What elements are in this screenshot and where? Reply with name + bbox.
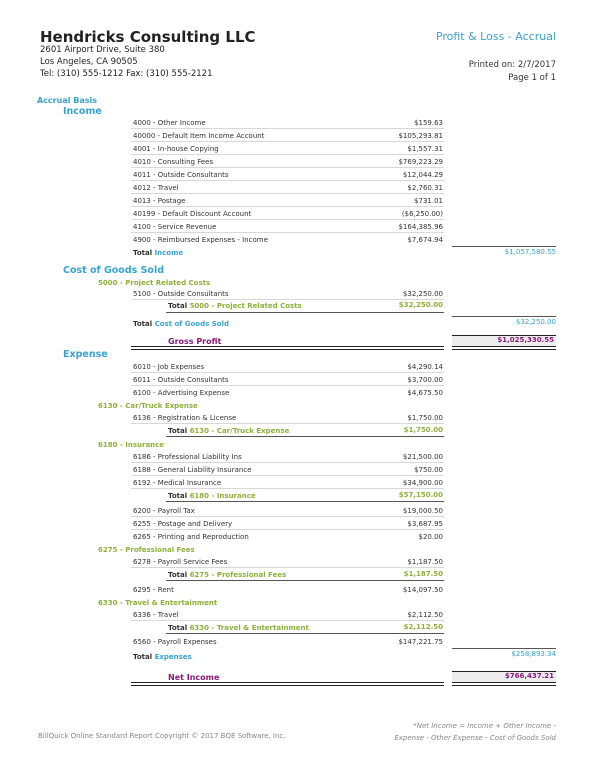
row-divider bbox=[131, 372, 444, 373]
total-name: 6180 - Insurance bbox=[189, 492, 256, 500]
income-row-amount: $7,674.94 bbox=[407, 236, 443, 244]
expense-row-amount: $1,750.00 bbox=[407, 414, 443, 422]
row-divider bbox=[131, 516, 444, 517]
total-top-rule bbox=[452, 316, 556, 317]
income-row-label: 4010 - Consulting Fees bbox=[133, 158, 214, 166]
total-prefix: Total bbox=[168, 302, 188, 310]
income-row-amount: $769,223.29 bbox=[398, 158, 443, 166]
net-income-note: *Net Income = Income + Other Income - bbox=[413, 722, 556, 730]
group-total-label bbox=[168, 427, 289, 435]
expense-total-amount: $258,893.34 bbox=[511, 650, 556, 658]
expense-row-amount: $147,221.75 bbox=[398, 638, 443, 646]
expense-group-heading: 6130 - Car/Truck Expense bbox=[98, 402, 198, 410]
total-prefix: Total bbox=[133, 320, 153, 328]
expense-total-label bbox=[133, 653, 192, 661]
total-name: Cost of Goods Sold bbox=[154, 320, 229, 328]
total-prefix: Total bbox=[133, 249, 153, 257]
expense-row-label: 6255 - Postage and Delivery bbox=[133, 520, 233, 528]
total-prefix: Total bbox=[133, 653, 153, 661]
expense-row-label: 6188 - General Liability Insurance bbox=[133, 466, 252, 474]
expense-row-label: 6200 - Payroll Tax bbox=[133, 507, 195, 515]
income-row-amount: $2,760.31 bbox=[407, 184, 443, 192]
total-name: Income bbox=[154, 249, 184, 257]
company-address-line1: 2601 Airport Drive, Suite 380 bbox=[40, 45, 165, 55]
printed-date: Printed on: 2/7/2017 bbox=[468, 60, 556, 70]
expense-row-amount: $21,500.00 bbox=[402, 453, 443, 461]
row-divider bbox=[131, 167, 444, 168]
net-income-label bbox=[168, 673, 219, 682]
gross-profit-amount bbox=[497, 336, 554, 344]
income-row-label: 4012 - Travel bbox=[133, 184, 179, 192]
total-name: 6275 - Professional Fees bbox=[189, 571, 287, 579]
cogs-heading: Cost of Goods Sold bbox=[63, 265, 165, 276]
cogs-total-amount: $32,250.00 bbox=[515, 318, 556, 326]
expense-row-label: 6011 - Outside Consultants bbox=[133, 376, 229, 384]
total-name: 6130 - Car/Truck Expense bbox=[189, 427, 290, 435]
double-rule bbox=[452, 346, 556, 350]
group-total-amount: $2,112.50 bbox=[403, 623, 443, 631]
row-divider bbox=[131, 529, 444, 530]
expense-row-label: 6560 - Payroll Expenses bbox=[133, 638, 217, 646]
expense-row-label: 6186 - Professional Liability Ins bbox=[133, 453, 242, 461]
gross-profit-label bbox=[168, 337, 221, 346]
income-row-label: 4013 - Postage bbox=[133, 197, 186, 205]
double-rule bbox=[452, 682, 556, 686]
total-name: Expenses bbox=[154, 653, 192, 661]
expense-row-amount: $4,290.14 bbox=[407, 363, 443, 371]
income-row-amount: $105,293.81 bbox=[398, 132, 443, 140]
gross-profit-value: $1,025,330.55 bbox=[497, 336, 554, 344]
net-income-text: Net Income bbox=[168, 673, 220, 682]
copyright-footer: BillQuick Online Standard Report Copyright © 2017 BQE Software, Inc. bbox=[38, 732, 286, 740]
expense-row-amount: $2,112.50 bbox=[407, 611, 443, 619]
row-divider bbox=[131, 567, 444, 568]
income-row-label: 4900 - Reimbursed Expenses - Income bbox=[133, 236, 268, 244]
row-divider bbox=[131, 206, 444, 207]
row-divider bbox=[131, 620, 444, 621]
row-divider bbox=[166, 501, 444, 502]
income-row-amount: ($6,250.00) bbox=[401, 210, 443, 218]
company-address-line2: Los Angeles, CA 90505 bbox=[40, 57, 138, 67]
row-divider bbox=[131, 488, 444, 489]
income-row-label: 40199 - Default Discount Account bbox=[133, 210, 252, 218]
row-divider bbox=[131, 128, 444, 129]
row-divider bbox=[131, 299, 444, 300]
page-number: Page 1 of 1 bbox=[508, 73, 556, 83]
cogs-total-label bbox=[133, 320, 229, 328]
row-divider bbox=[131, 423, 444, 424]
expense-heading: Expense bbox=[63, 349, 108, 360]
expense-row-amount: $1,187.50 bbox=[407, 558, 443, 566]
expense-row-label: 6336 - Travel bbox=[133, 611, 179, 619]
total-name: 6330 - Travel & Entertainment bbox=[189, 624, 309, 632]
basis-label: Accrual Basis bbox=[37, 96, 98, 105]
row-divider bbox=[131, 193, 444, 194]
double-rule bbox=[131, 346, 444, 350]
income-total-label bbox=[133, 249, 183, 257]
total-prefix: Total bbox=[168, 571, 188, 579]
expense-row-label: 6295 - Rent bbox=[133, 586, 174, 594]
net-income-value: $766,437.21 bbox=[504, 672, 554, 680]
income-row-amount: $1,557.31 bbox=[407, 145, 443, 153]
expense-row-amount: $4,675.50 bbox=[407, 389, 443, 397]
double-rule bbox=[131, 682, 444, 686]
total-name: 5000 - Project Related Costs bbox=[189, 302, 302, 310]
expense-row-label: 6100 - Advertising Expense bbox=[133, 389, 230, 397]
expense-group-heading: 6275 - Professional Fees bbox=[98, 546, 195, 554]
group-total-label bbox=[168, 492, 256, 500]
net-income-note: Expense - Other Expense - Cost of Goods Sold bbox=[394, 734, 556, 742]
row-divider bbox=[131, 141, 444, 142]
expense-group-heading: 6330 - Travel & Entertainment bbox=[98, 599, 218, 607]
cogs-row-amount: $32,250.00 bbox=[402, 290, 443, 298]
row-divider bbox=[166, 312, 444, 313]
expense-row-label: 6192 - Medical Insurance bbox=[133, 479, 222, 487]
row-divider bbox=[131, 475, 444, 476]
expense-row-amount: $14,097.50 bbox=[402, 586, 443, 594]
expense-row-label: 6136 - Registration & License bbox=[133, 414, 237, 422]
group-total-amount: $1,750.00 bbox=[403, 426, 443, 434]
income-row-label: 4001 - In-house Copying bbox=[133, 145, 219, 153]
row-divider bbox=[131, 385, 444, 386]
group-total-label bbox=[168, 624, 309, 632]
income-total-amount: $1,057,580.55 bbox=[504, 248, 556, 256]
net-income-amount bbox=[505, 672, 554, 680]
income-row-label: 4000 - Other Income bbox=[133, 119, 206, 127]
expense-row-label: 6278 - Payroll Service Fees bbox=[133, 558, 228, 566]
total-prefix: Total bbox=[168, 492, 188, 500]
expense-row-amount: $19,000.50 bbox=[402, 507, 443, 515]
total-prefix: Total bbox=[168, 624, 188, 632]
company-name: Hendricks Consulting LLC bbox=[40, 28, 256, 46]
row-divider bbox=[166, 436, 444, 437]
expense-row-label: 6010 - Job Expenses bbox=[133, 363, 205, 371]
row-divider bbox=[131, 180, 444, 181]
income-row-label: 40000 - Default Item Income Account bbox=[133, 132, 265, 140]
total-top-rule bbox=[452, 246, 556, 247]
cogs-group-heading: 5000 - Project Related Costs bbox=[98, 279, 211, 287]
group-total-amount: $57,150.00 bbox=[398, 491, 443, 499]
total-prefix: Total bbox=[168, 427, 188, 435]
expense-row-amount: $750.00 bbox=[414, 466, 443, 474]
row-divider bbox=[131, 154, 444, 155]
expense-row-label: 6265 - Printing and Reproduction bbox=[133, 533, 249, 541]
row-divider bbox=[131, 232, 444, 233]
cogs-group-total-label bbox=[168, 302, 302, 310]
expense-group-heading: 6180 - Insurance bbox=[98, 441, 165, 449]
expense-row-amount: $3,700.00 bbox=[407, 376, 443, 384]
row-divider bbox=[131, 219, 444, 220]
income-row-amount: $164,385.96 bbox=[398, 223, 443, 231]
group-total-amount: $1,187.50 bbox=[403, 570, 443, 578]
income-row-amount: $12,044.29 bbox=[402, 171, 443, 179]
expense-row-amount: $34,900.00 bbox=[402, 479, 443, 487]
total-top-rule bbox=[452, 648, 556, 649]
group-total-label bbox=[168, 571, 286, 579]
row-divider bbox=[166, 633, 444, 634]
income-row-label: 4011 - Outside Consultants bbox=[133, 171, 229, 179]
report-title: Profit & Loss - Accrual bbox=[435, 30, 556, 43]
income-row-amount: $731.01 bbox=[414, 197, 443, 205]
row-divider bbox=[131, 462, 444, 463]
row-divider bbox=[166, 580, 444, 581]
gross-profit-text: Gross Profit bbox=[168, 337, 222, 346]
expense-row-amount: $20.00 bbox=[418, 533, 443, 541]
expense-row-amount: $3,687.95 bbox=[407, 520, 443, 528]
cogs-row-label: 5100 - Outside Consultants bbox=[133, 290, 229, 298]
cogs-group-total-amount: $32,250.00 bbox=[398, 301, 443, 309]
income-row-label: 4100 - Service Revenue bbox=[133, 223, 217, 231]
income-heading: Income bbox=[63, 106, 102, 117]
income-row-amount: $159.63 bbox=[414, 119, 443, 127]
company-phone: Tel: (310) 555-1212 Fax: (310) 555-2121 bbox=[40, 69, 213, 79]
